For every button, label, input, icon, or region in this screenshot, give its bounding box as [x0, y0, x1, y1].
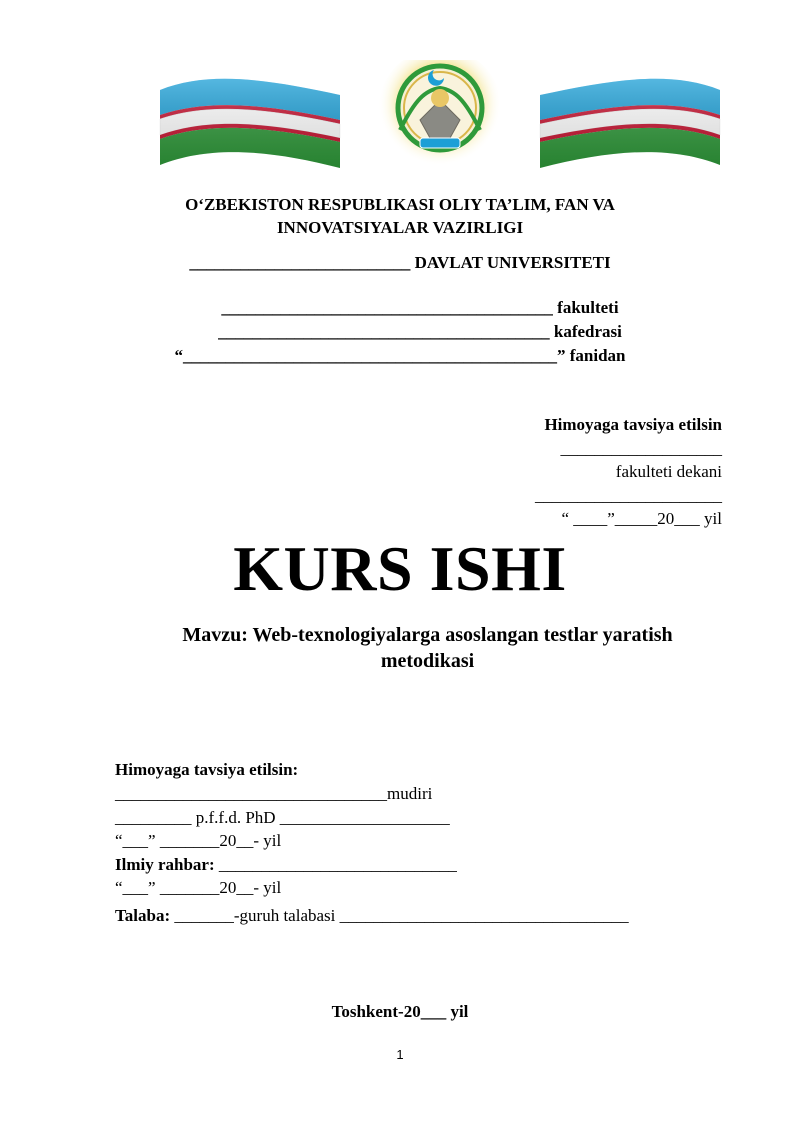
- supervisor-line: [115, 853, 457, 877]
- document-title: KURS ISHI: [233, 533, 567, 604]
- subject-line: “____________________________________________” fanidan: [174, 346, 626, 365]
- head-of-department-line: ________________________________mudiri: [115, 784, 433, 803]
- defense-date-2: “___” _______20__- yil: [115, 878, 282, 897]
- dean-label: fakulteti dekani: [615, 462, 722, 481]
- right-flag: [540, 79, 720, 168]
- defense-heading: Himoyaga tavsiya etilsin:: [115, 760, 299, 779]
- page-number: 1: [396, 1047, 404, 1062]
- approval-heading: Himoyaga tavsiya etilsin: [544, 415, 722, 434]
- university-name: __________________________ DAVLAT UNIVERSITETI: [189, 253, 611, 272]
- topic: Mavzu: Web-texnologiyalarga asoslangan testlar yaratish metodikasi: [182, 624, 673, 672]
- student-blank: _______-guruh talabasi __________________________________: [170, 906, 629, 925]
- ministry-name-line2: INNOVATSIYALAR VAZIRLIGI: [276, 218, 524, 237]
- state-emblem-banner: [150, 60, 730, 170]
- coat-of-arms: [378, 60, 502, 170]
- faculty-line: _______________________________________ fakulteti: [221, 298, 619, 317]
- ministry-name-line1: O‘ZBEKISTON RESPUBLIKASI OLIY TA’LIM, FAN VA: [185, 195, 615, 214]
- approval-date: “ ____”_____20___ yil: [561, 509, 722, 528]
- city-year: Toshkent-20___ yil: [331, 1002, 469, 1021]
- student-label: Talaba:: [115, 906, 171, 925]
- supervisor-label: Ilmiy rahbar:: [115, 855, 215, 874]
- supervisor-blank: ____________________________: [214, 855, 457, 874]
- left-flag: [160, 79, 340, 168]
- dean-name-line: ______________________: [535, 486, 722, 505]
- approval-signature-line: ___________________: [560, 439, 722, 458]
- department-line: _______________________________________ kafedrasi: [218, 322, 622, 341]
- phd-line: _________ p.f.f.d. PhD ____________________: [115, 808, 450, 827]
- student-line: [115, 904, 629, 928]
- defense-date-1: “___” _______20__- yil: [115, 831, 282, 850]
